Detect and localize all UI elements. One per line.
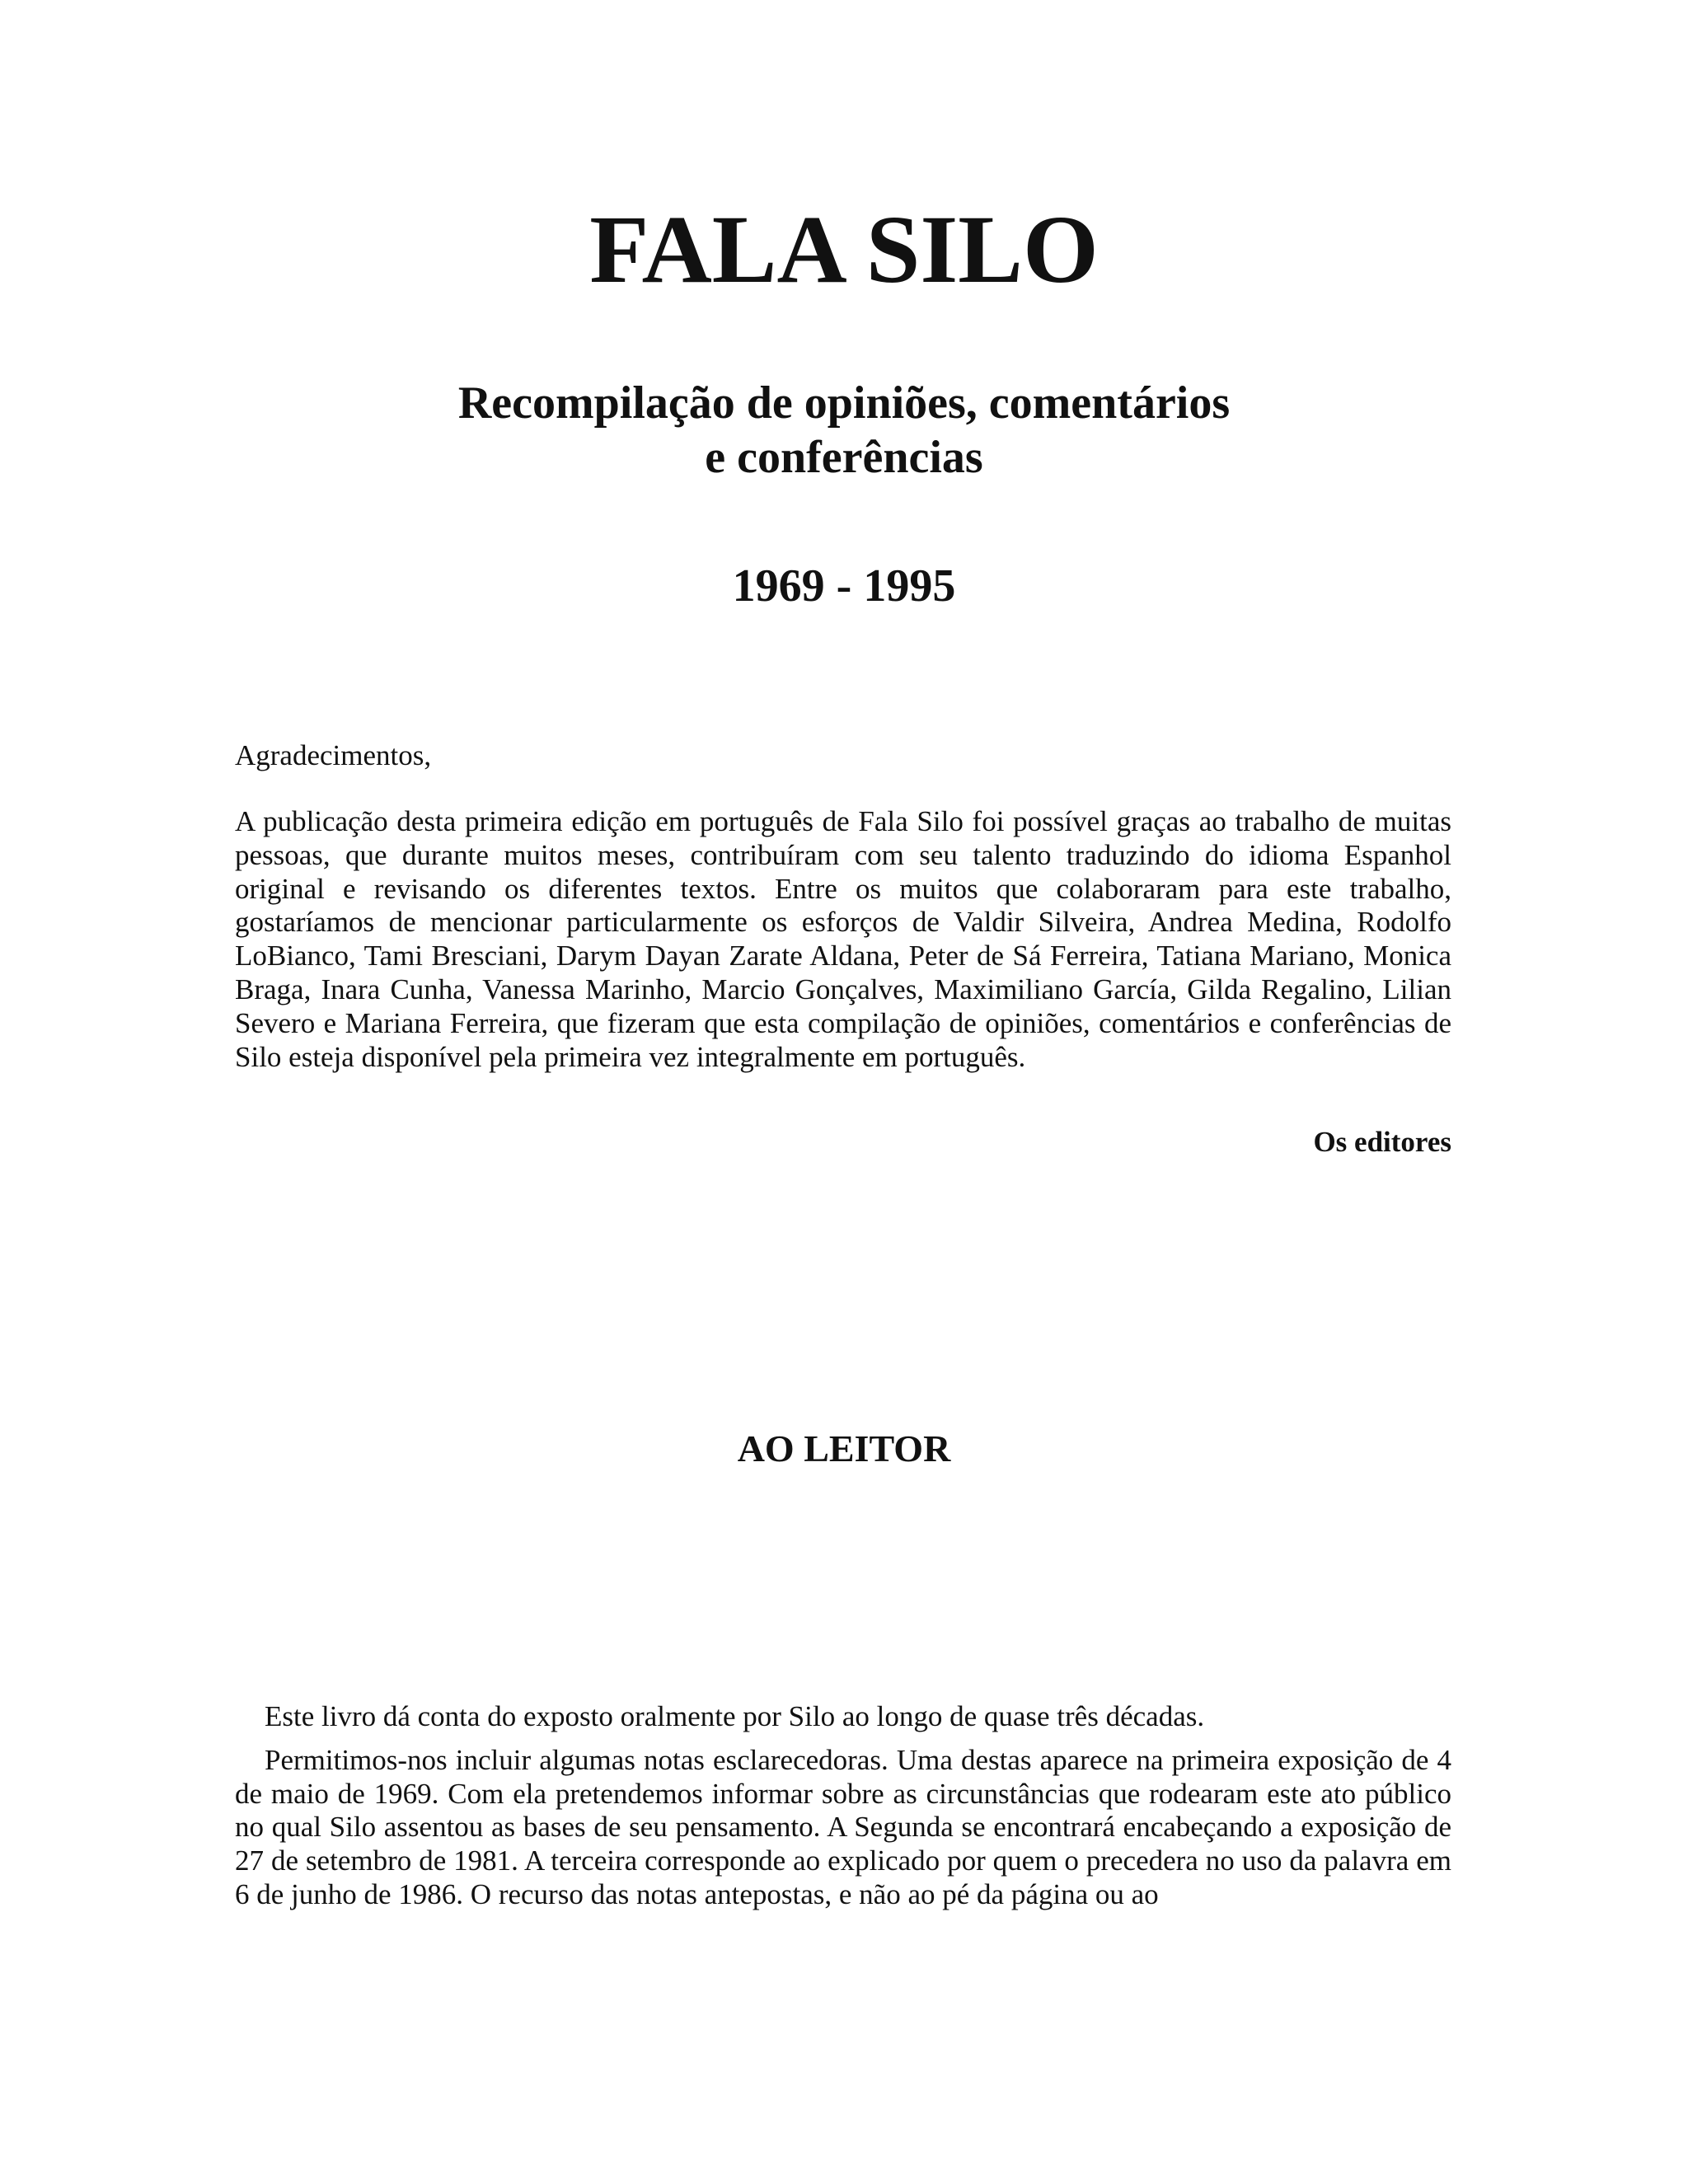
acknowledgements-signature: Os editores <box>1313 1126 1451 1158</box>
year-range: 1969 - 1995 <box>732 560 956 612</box>
document-subtitle <box>0 376 1688 485</box>
to-reader-paragraph: Este livro dá conta do exposto oralmente por Silo ao longo de quase três décadas. <box>265 1700 1205 1732</box>
section-heading-to-reader: AO LEITOR <box>737 1427 951 1469</box>
subtitle-line-1: Recompilação de opiniões, comentários <box>457 377 1231 429</box>
acknowledgements-text: A publicação desta primeira edição em português de Fala Silo foi possível graças ao trabalho de muitas pessoas, que durante muitos meses, contribuíram com seu talento traduzindo do idioma Espanhol original e revisando os diferentes textos. Entre os muitos que colaboraram para este trabalho, gostaríamos de mencionar particularmente os esforços de Valdir Silveira, Andrea Medina, Rodolfo LoBianco, Tami Bresciani, Darym Dayan Zarate Aldana, Peter de Sá Ferreira, Tatiana Mariano, Monica Braga, Inara Cunha, Vanessa Marinho, Marcio Gonçalves, Maximiliano García, Gilda Regalino, Lilian Severo e Mariana Ferreira, que fizeram que esta compilação de opiniões, comentários e conferências de Silo esteja disponível pela primeira vez integralmente em português. <box>235 805 1451 1073</box>
to-reader-paragraph: Permitimos-nos incluir algumas notas esclarecedoras. Uma destas aparece na primeira exposição de 4 de maio de 1969. Com ela pretendemos informar sobre as circunstâncias que rodearam este ato público no qual Silo assentou as bases de seu pensamento. A Segunda se encontrará encabeçando a exposição de 27 de setembro de 1981. A terceira corresponde ao explicado por quem o precedera no uso da palavra em 6 de junho de 1986. O recurso das notas antepostas, e não ao pé da página ou ao <box>235 1743 1451 1910</box>
acknowledgements-label: Agradecimentos, <box>235 739 432 771</box>
to-reader-body <box>235 1700 1451 1922</box>
subtitle-line-2: e conferências <box>705 432 983 483</box>
document-title: FALA SILO <box>589 195 1099 303</box>
